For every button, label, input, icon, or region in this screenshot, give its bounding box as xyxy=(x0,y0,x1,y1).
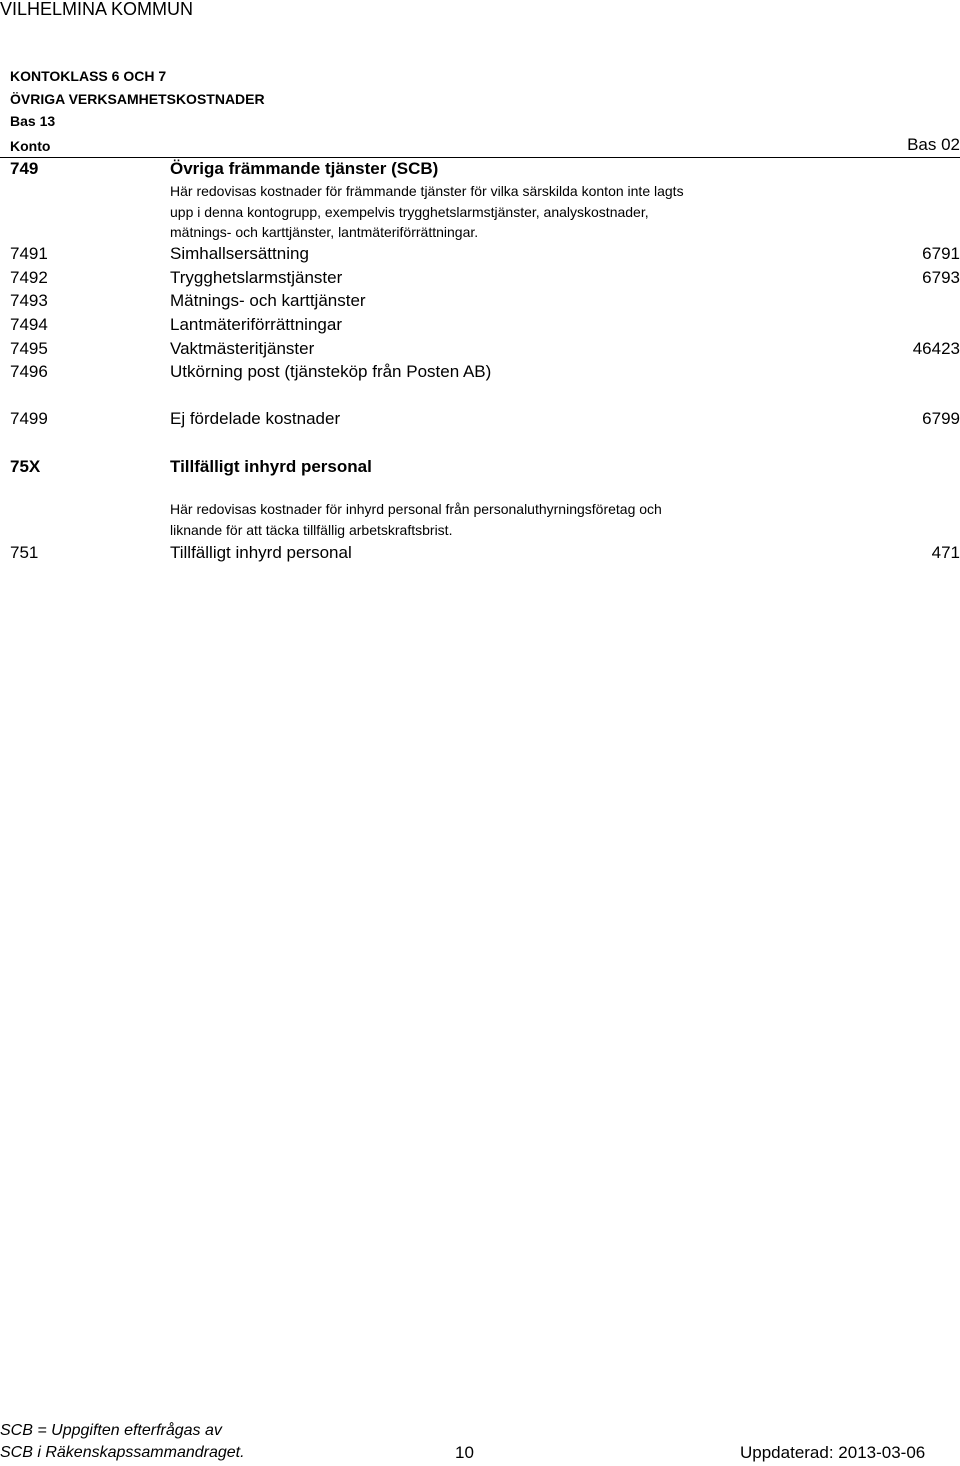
updated-date: Uppdaterad: 2013-03-06 xyxy=(740,1443,926,1462)
konto-column-header: Konto xyxy=(10,138,51,154)
account-name: Tillfälligt inhyrd personal xyxy=(170,543,352,562)
group-title: Tillfälligt inhyrd personal xyxy=(170,457,372,476)
account-name: Mätnings- och karttjänster xyxy=(170,291,366,310)
account-bas02: 6793 xyxy=(922,268,960,287)
footer-note-line: SCB = Uppgiften efterfrågas av xyxy=(0,1422,222,1439)
account-name: Lantmäteriförrättningar xyxy=(170,315,342,334)
bas02-column-header: Bas 02 xyxy=(907,135,960,154)
kontoklass-heading: KONTOKLASS 6 OCH 7 xyxy=(10,68,167,84)
account-bas02: 46423 xyxy=(912,339,960,358)
account-code: 7496 xyxy=(10,362,48,381)
group-code: 75X xyxy=(10,457,41,476)
account-code: 751 xyxy=(10,543,39,562)
group-description-line: Här redovisas kostnader för främmande tjänster för vilka särskilda konton inte lagts xyxy=(170,183,684,199)
bas13-label: Bas 13 xyxy=(10,113,56,129)
account-name: Ej fördelade kostnader xyxy=(170,409,341,428)
account-name: Trygghetslarmstjänster xyxy=(170,268,343,287)
group-title: Övriga främmande tjänster (SCB) xyxy=(170,159,439,178)
page-number: 10 xyxy=(455,1443,474,1462)
group-description-line: upp i denna kontogrupp, exempelvis trygghetslarmstjänster, analyskostnader, xyxy=(170,204,649,220)
account-code: 7492 xyxy=(10,268,48,287)
group-description-line: liknande för att täcka tillfällig arbetskraftsbrist. xyxy=(170,522,453,538)
account-name: Vaktmästeritjänster xyxy=(170,339,315,358)
group-description-line: mätnings- och karttjänster, lantmäteriförrättningar. xyxy=(170,224,479,240)
account-bas02: 471 xyxy=(931,543,960,562)
organization-name: VILHELMINA KOMMUN xyxy=(0,0,194,19)
account-name: Utkörning post (tjänsteköp från Posten AB) xyxy=(170,362,492,381)
account-bas02: 6799 xyxy=(922,409,960,428)
header-divider xyxy=(0,157,960,158)
group-code: 749 xyxy=(10,159,39,178)
account-code: 7493 xyxy=(10,291,48,310)
account-code: 7495 xyxy=(10,339,48,358)
account-name: Simhallsersättning xyxy=(170,244,309,263)
account-code: 7491 xyxy=(10,244,48,263)
group-description-line: Här redovisas kostnader för inhyrd personal från personaluthyrningsföretag och xyxy=(170,501,662,517)
footer-note-line: SCB i Räkenskapssammandraget. xyxy=(0,1444,245,1461)
section-heading: ÖVRIGA VERKSAMHETSKOSTNADER xyxy=(10,91,265,107)
account-code: 7499 xyxy=(10,409,48,428)
account-bas02: 6791 xyxy=(922,244,960,263)
account-code: 7494 xyxy=(10,315,48,334)
